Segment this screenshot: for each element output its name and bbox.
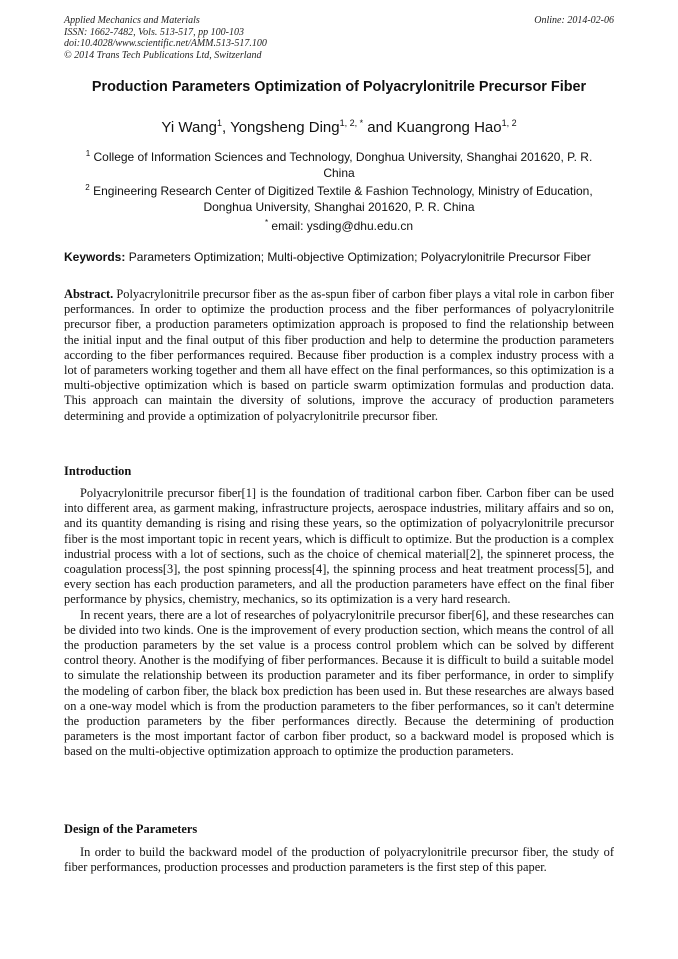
corresponding-mark: * bbox=[264, 218, 269, 227]
affiliation-1 bbox=[70, 146, 608, 181]
affiliation-mark: 2 bbox=[85, 183, 90, 192]
author-affiliation-mark: 1, 2 bbox=[501, 118, 517, 128]
keywords-text: Parameters Optimization; Multi-objective Optimization; Polyacrylonitrile Precursor Fiber bbox=[128, 250, 591, 264]
author-affiliation-mark: 1, 2, * bbox=[339, 118, 364, 128]
author-name: Kuangrong Hao bbox=[396, 119, 502, 136]
paragraph: Polyacrylonitrile precursor fiber[1] is the foundation of traditional carbon fiber. Carbon fiber can be used into different area, as garment making, infrastructure projects, aerospace industries, military affairs and so on, and its quantity demanding is rising and rising these years, so the optimization of polyacrylonitrile precursor fiber is the most important topic in recent years, which is difficult to optimize. But the production is a complex industrial process with a lot of sections, such as the choice of chemical material[2], the spinneret process, the coagulation process[3], the post spinning process[4], the spinning process and heat treatment process[5], and every section has each production parameters, and all the production parameters have effect on the final fiber performance by physics, chemistry, mechanics, so its optimization is a very hard research. bbox=[64, 486, 614, 607]
online-date: Online: 2014-02-06 bbox=[534, 15, 614, 26]
paper-title: Production Parameters Optimization of Polyacrylonitrile Precursor Fiber bbox=[91, 79, 587, 95]
affiliation-2 bbox=[70, 180, 608, 215]
paragraph: In order to build the backward model of the production of polyacrylonitrile precursor fiber, the study of fiber performances, production processes and production parameters is the first step of this paper. bbox=[64, 845, 614, 875]
abstract-label: Abstract. bbox=[64, 287, 114, 301]
author-separator: , bbox=[221, 119, 231, 136]
issn-line: ISSN: 1662-7482, Vols. 513-517, pp 100-103 bbox=[64, 26, 244, 38]
copyright-line: © 2014 Trans Tech Publications Ltd, Switzerland bbox=[64, 49, 262, 61]
introduction-body bbox=[64, 486, 614, 760]
paragraph: In recent years, there are a lot of researches of polyacrylonitrile precursor fiber[6], and these researches can be divided into two kinds. One is the improvement of every production section, which means the control of all the production parameters by the set value is a process control problem which can be solved by different control theory. Another is the modifying of fiber performances. Because it is difficult to build a suitable model to simulate the relationship between its production parameter and its fiber performance, in order to simplify the modeling of carbon fiber, the black box prediction has been used in. But these researches are always based on a one-way model which is from the production parameters to the fiber performances, so it can't determine the production parameters by the fiber performances directly. Because the determining of production parameters is the most important factor of carbon fiber product, so a backward model is proposed which is based on the multi-objective optimization approach to optimize the production parameters. bbox=[64, 607, 614, 759]
corresponding-email bbox=[70, 215, 608, 235]
journal-header bbox=[64, 15, 614, 61]
abstract-text: Polyacrylonitrile precursor fiber as the as-spun fiber of carbon fiber plays a vital role in carbon fiber performances. In order to optimize the production process and the fiber performances of polyacrylonitrile precursor fiber, a production parameters optimization approach is proposed to find the relationship between the initial input and the final output of this fiber production and help to determine the production parameters according to the fiber performances required. Because fiber production is a complex industry process with a lot of parameters working together and them all have effect on the final performances, so this optimization is a multi-objective optimization which is based on particle swarm optimization formulas and production data. This approach can maintain the diversity of solutions, improve the accuracy of production parameters determining and provide a optimization of polyacrylonitrile precursor fiber. bbox=[64, 287, 614, 423]
keywords bbox=[64, 250, 614, 264]
doi-line: doi:10.4028/www.scientific.net/AMM.513-517.100 bbox=[64, 38, 267, 49]
section-heading-introduction: Introduction bbox=[64, 464, 132, 478]
author-name: Yi Wang bbox=[161, 119, 217, 136]
email-text: email: ysding@dhu.edu.cn bbox=[271, 219, 414, 233]
affiliation-mark: 1 bbox=[85, 149, 91, 158]
affiliation-text: College of Information Sciences and Technology, Donghua University, Shanghai 201620, P. R. China bbox=[93, 150, 593, 180]
author-name: Yongsheng Ding bbox=[230, 119, 340, 136]
author-affiliation-mark: 1 bbox=[216, 118, 222, 128]
affiliation-text: Engineering Research Center of Digitized Textile & Fashion Technology, Ministry of Education, Donghua University, Shanghai 201620, P. R. China bbox=[93, 184, 593, 214]
keywords-label: Keywords: bbox=[64, 250, 126, 264]
section-heading-design: Design of the Parameters bbox=[64, 822, 198, 836]
author-list bbox=[40, 118, 638, 136]
design-body bbox=[64, 845, 614, 875]
author-conjunction: and bbox=[363, 119, 397, 136]
abstract bbox=[64, 287, 614, 424]
journal-name: Applied Mechanics and Materials bbox=[64, 15, 200, 26]
